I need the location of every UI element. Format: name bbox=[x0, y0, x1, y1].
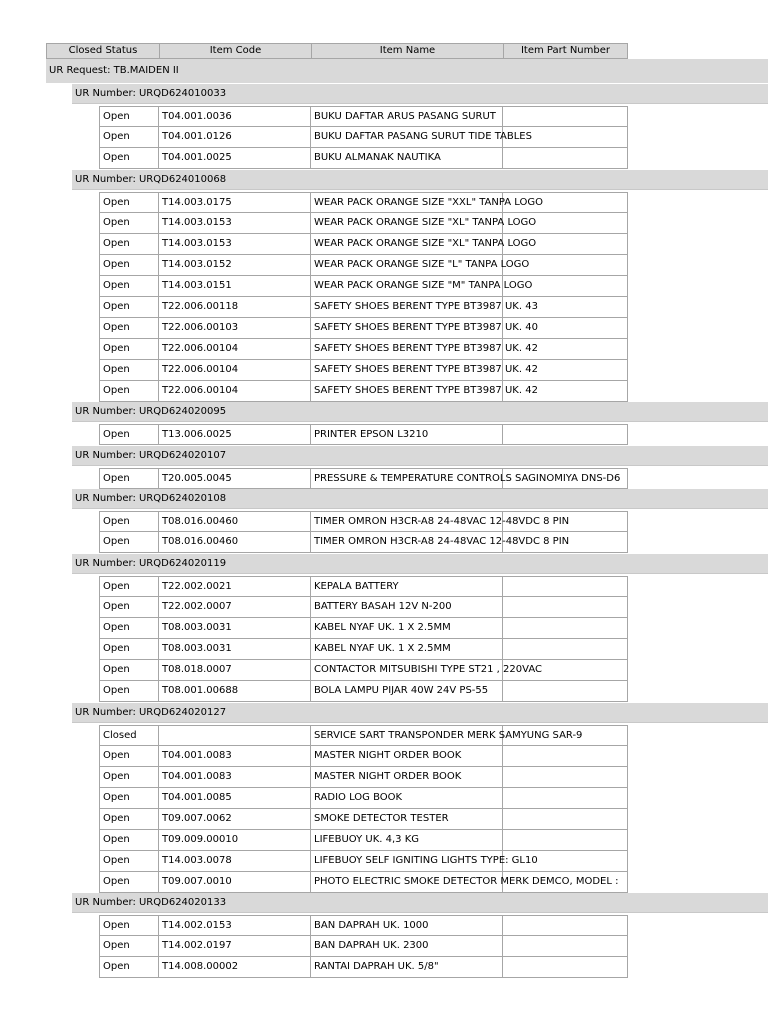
cell-item-part-number bbox=[502, 576, 628, 597]
cell-item-code: T08.001.00688 bbox=[158, 681, 311, 702]
cell-item-code: T20.005.0045 bbox=[158, 468, 311, 489]
cell-item-code: T08.016.00460 bbox=[158, 532, 311, 553]
cell-item-code: T22.002.0021 bbox=[158, 576, 311, 597]
cell-item-part-number bbox=[502, 681, 628, 702]
cell-item-code: T04.001.0036 bbox=[158, 106, 311, 127]
table-row bbox=[99, 424, 628, 445]
cell-item-part-number bbox=[502, 106, 628, 127]
ur-number-label: UR Number: URQD624020108 bbox=[72, 489, 768, 509]
table-row bbox=[99, 148, 628, 169]
cell-item-code: T08.003.0031 bbox=[158, 639, 311, 660]
cell-item-part-number bbox=[502, 957, 628, 978]
cell-closed-status: Open bbox=[99, 957, 159, 978]
cell-item-code: T14.003.0153 bbox=[158, 213, 311, 234]
header-item-part-number: Item Part Number bbox=[503, 43, 628, 59]
cell-item-part-number bbox=[502, 767, 628, 788]
table-row bbox=[99, 618, 628, 639]
cell-closed-status: Open bbox=[99, 618, 159, 639]
cell-item-code: T09.009.00010 bbox=[158, 830, 311, 851]
cell-item-name: KABEL NYAF UK. 1 X 2.5MM bbox=[310, 639, 503, 660]
cell-item-name: KABEL NYAF UK. 1 X 2.5MM bbox=[310, 618, 503, 639]
cell-item-name: SAFETY SHOES BERENT TYPE BT3987 UK. 42 bbox=[310, 339, 503, 360]
table-row bbox=[99, 318, 628, 339]
cell-item-name: BAN DAPRAH UK. 1000 bbox=[310, 915, 503, 936]
cell-closed-status: Open bbox=[99, 788, 159, 809]
cell-closed-status: Open bbox=[99, 360, 159, 381]
table-row bbox=[99, 255, 628, 276]
cell-item-code: T08.016.00460 bbox=[158, 511, 311, 532]
table-row bbox=[99, 809, 628, 830]
cell-item-part-number bbox=[502, 597, 628, 618]
table-row bbox=[99, 511, 628, 532]
table-row bbox=[99, 468, 628, 489]
ur-number-label: UR Number: URQD624010068 bbox=[72, 170, 768, 190]
table-row bbox=[99, 576, 628, 597]
header-closed-status: Closed Status bbox=[46, 43, 160, 59]
table-row bbox=[99, 639, 628, 660]
cell-item-code: T22.006.00103 bbox=[158, 318, 311, 339]
cell-closed-status: Open bbox=[99, 511, 159, 532]
cell-item-name: PRINTER EPSON L3210 bbox=[310, 424, 503, 445]
cell-item-name: PHOTO ELECTRIC SMOKE DETECTOR MERK DEMCO, MODEL : bbox=[310, 872, 503, 893]
table-row bbox=[99, 660, 628, 681]
cell-closed-status: Open bbox=[99, 532, 159, 553]
cell-item-code: T14.003.0152 bbox=[158, 255, 311, 276]
table-row bbox=[99, 532, 628, 553]
cell-item-code: T22.006.00104 bbox=[158, 381, 311, 402]
cell-item-code: T14.003.0175 bbox=[158, 192, 311, 213]
cell-item-code: T22.006.00104 bbox=[158, 339, 311, 360]
table-row bbox=[99, 872, 628, 893]
cell-item-code: T14.003.0151 bbox=[158, 276, 311, 297]
cell-item-name: WEAR PACK ORANGE SIZE "M" TANPA LOGO bbox=[310, 276, 503, 297]
cell-item-name: MASTER NIGHT ORDER BOOK bbox=[310, 746, 503, 767]
table-row bbox=[99, 597, 628, 618]
cell-item-code: T04.001.0025 bbox=[158, 148, 311, 169]
cell-item-name: TIMER OMRON H3CR-A8 24-48VAC 12-48VDC 8 PIN bbox=[310, 511, 503, 532]
cell-item-name: PRESSURE & TEMPERATURE CONTROLS SAGINOMIYA DNS-D6 bbox=[310, 468, 503, 489]
cell-item-name: MASTER NIGHT ORDER BOOK bbox=[310, 767, 503, 788]
table-row bbox=[99, 127, 628, 148]
cell-item-name: CONTACTOR MITSUBISHI TYPE ST21 , 220VAC bbox=[310, 660, 503, 681]
ur-number-label: UR Number: URQD624010033 bbox=[72, 84, 768, 104]
table-row bbox=[99, 192, 628, 213]
cell-item-part-number bbox=[502, 746, 628, 767]
cell-closed-status: Open bbox=[99, 851, 159, 872]
table-row bbox=[99, 360, 628, 381]
cell-item-code: T08.018.0007 bbox=[158, 660, 311, 681]
cell-item-name: SAFETY SHOES BERENT TYPE BT3987 UK. 43 bbox=[310, 297, 503, 318]
cell-closed-status: Open bbox=[99, 234, 159, 255]
cell-item-part-number bbox=[502, 830, 628, 851]
cell-closed-status: Open bbox=[99, 468, 159, 489]
cell-item-name: WEAR PACK ORANGE SIZE "XL" TANPA LOGO bbox=[310, 234, 503, 255]
cell-item-name: SAFETY SHOES BERENT TYPE BT3987 UK. 40 bbox=[310, 318, 503, 339]
cell-item-name: SAFETY SHOES BERENT TYPE BT3987 UK. 42 bbox=[310, 381, 503, 402]
ur-number-label: UR Number: URQD624020119 bbox=[72, 554, 768, 574]
cell-closed-status: Open bbox=[99, 597, 159, 618]
cell-item-name: SAFETY SHOES BERENT TYPE BT3987 UK. 42 bbox=[310, 360, 503, 381]
cell-item-name: LIFEBUOY UK. 4,3 KG bbox=[310, 830, 503, 851]
table-row bbox=[99, 106, 628, 127]
cell-item-code: T22.006.00104 bbox=[158, 360, 311, 381]
cell-closed-status: Open bbox=[99, 576, 159, 597]
cell-item-code: T09.007.0010 bbox=[158, 872, 311, 893]
header-item-name: Item Name bbox=[311, 43, 504, 59]
cell-item-code: T13.006.0025 bbox=[158, 424, 311, 445]
ur-number-label: UR Number: URQD624020133 bbox=[72, 893, 768, 913]
cell-closed-status: Open bbox=[99, 830, 159, 851]
cell-item-code: T14.003.0153 bbox=[158, 234, 311, 255]
cell-item-name: RANTAI DAPRAH UK. 5/8" bbox=[310, 957, 503, 978]
ur-number-label: UR Number: URQD624020127 bbox=[72, 703, 768, 723]
cell-item-name: WEAR PACK ORANGE SIZE "L" TANPA LOGO bbox=[310, 255, 503, 276]
cell-item-code: T14.003.0078 bbox=[158, 851, 311, 872]
table-row bbox=[99, 746, 628, 767]
cell-item-name: WEAR PACK ORANGE SIZE "XL" TANPA LOGO bbox=[310, 213, 503, 234]
cell-closed-status: Open bbox=[99, 746, 159, 767]
table-row bbox=[99, 276, 628, 297]
cell-item-code: T22.002.0007 bbox=[158, 597, 311, 618]
table-row bbox=[99, 767, 628, 788]
cell-item-name: WEAR PACK ORANGE SIZE "XXL" TANPA LOGO bbox=[310, 192, 503, 213]
cell-item-name: KEPALA BATTERY bbox=[310, 576, 503, 597]
cell-item-name: BAN DAPRAH UK. 2300 bbox=[310, 936, 503, 957]
cell-closed-status: Open bbox=[99, 936, 159, 957]
cell-closed-status: Open bbox=[99, 809, 159, 830]
cell-closed-status: Open bbox=[99, 424, 159, 445]
table-row bbox=[99, 725, 628, 746]
cell-item-code: T04.001.0083 bbox=[158, 746, 311, 767]
cell-closed-status: Open bbox=[99, 276, 159, 297]
cell-item-name: TIMER OMRON H3CR-A8 24-48VAC 12-48VDC 8 PIN bbox=[310, 532, 503, 553]
cell-closed-status: Open bbox=[99, 681, 159, 702]
cell-item-part-number bbox=[502, 148, 628, 169]
table-row bbox=[99, 381, 628, 402]
cell-item-name: RADIO LOG BOOK bbox=[310, 788, 503, 809]
cell-item-name: BUKU ALMANAK NAUTIKA bbox=[310, 148, 503, 169]
cell-closed-status: Open bbox=[99, 915, 159, 936]
table-row bbox=[99, 681, 628, 702]
cell-item-name: LIFEBUOY SELF IGNITING LIGHTS TYPE: GL10 bbox=[310, 851, 503, 872]
cell-item-name: BUKU DAFTAR PASANG SURUT TIDE TABLES bbox=[310, 127, 503, 148]
ur-request-label: UR Request: TB.MAIDEN II bbox=[46, 59, 768, 83]
cell-closed-status: Open bbox=[99, 767, 159, 788]
ur-number-label: UR Number: URQD624020095 bbox=[72, 402, 768, 422]
cell-item-part-number bbox=[502, 809, 628, 830]
cell-closed-status: Open bbox=[99, 297, 159, 318]
cell-item-code: T04.001.0085 bbox=[158, 788, 311, 809]
table-row bbox=[99, 936, 628, 957]
cell-item-name: BOLA LAMPU PIJAR 40W 24V PS-55 bbox=[310, 681, 503, 702]
table-row bbox=[99, 234, 628, 255]
table-row bbox=[99, 297, 628, 318]
cell-closed-status: Open bbox=[99, 213, 159, 234]
header-item-code: Item Code bbox=[159, 43, 312, 59]
cell-item-name: BATTERY BASAH 12V N-200 bbox=[310, 597, 503, 618]
cell-item-name: SMOKE DETECTOR TESTER bbox=[310, 809, 503, 830]
cell-closed-status: Open bbox=[99, 148, 159, 169]
cell-closed-status: Open bbox=[99, 660, 159, 681]
cell-item-code: T22.006.00118 bbox=[158, 297, 311, 318]
cell-item-part-number bbox=[502, 639, 628, 660]
table-row bbox=[99, 213, 628, 234]
cell-item-part-number bbox=[502, 915, 628, 936]
table-row bbox=[99, 957, 628, 978]
cell-item-part-number bbox=[502, 936, 628, 957]
table-row bbox=[99, 339, 628, 360]
cell-closed-status: Open bbox=[99, 127, 159, 148]
cell-item-code: T08.003.0031 bbox=[158, 618, 311, 639]
cell-closed-status: Open bbox=[99, 318, 159, 339]
ur-number-label: UR Number: URQD624020107 bbox=[72, 446, 768, 466]
cell-closed-status: Open bbox=[99, 872, 159, 893]
cell-item-code: T14.008.00002 bbox=[158, 957, 311, 978]
cell-item-part-number bbox=[502, 618, 628, 639]
table-row bbox=[99, 788, 628, 809]
cell-closed-status: Closed bbox=[99, 725, 159, 746]
cell-item-part-number bbox=[502, 424, 628, 445]
cell-closed-status: Open bbox=[99, 255, 159, 276]
cell-closed-status: Open bbox=[99, 381, 159, 402]
cell-item-code: T14.002.0197 bbox=[158, 936, 311, 957]
table-row bbox=[99, 851, 628, 872]
cell-item-code: T04.001.0083 bbox=[158, 767, 311, 788]
cell-item-code: T14.002.0153 bbox=[158, 915, 311, 936]
table-row bbox=[99, 830, 628, 851]
cell-item-part-number bbox=[502, 788, 628, 809]
cell-closed-status: Open bbox=[99, 192, 159, 213]
cell-item-code bbox=[158, 725, 311, 746]
cell-closed-status: Open bbox=[99, 639, 159, 660]
cell-item-name: BUKU DAFTAR ARUS PASANG SURUT bbox=[310, 106, 503, 127]
cell-closed-status: Open bbox=[99, 339, 159, 360]
cell-item-code: T09.007.0062 bbox=[158, 809, 311, 830]
cell-item-code: T04.001.0126 bbox=[158, 127, 311, 148]
cell-item-name: SERVICE SART TRANSPONDER MERK SAMYUNG SAR-9 bbox=[310, 725, 503, 746]
cell-closed-status: Open bbox=[99, 106, 159, 127]
table-row bbox=[99, 915, 628, 936]
